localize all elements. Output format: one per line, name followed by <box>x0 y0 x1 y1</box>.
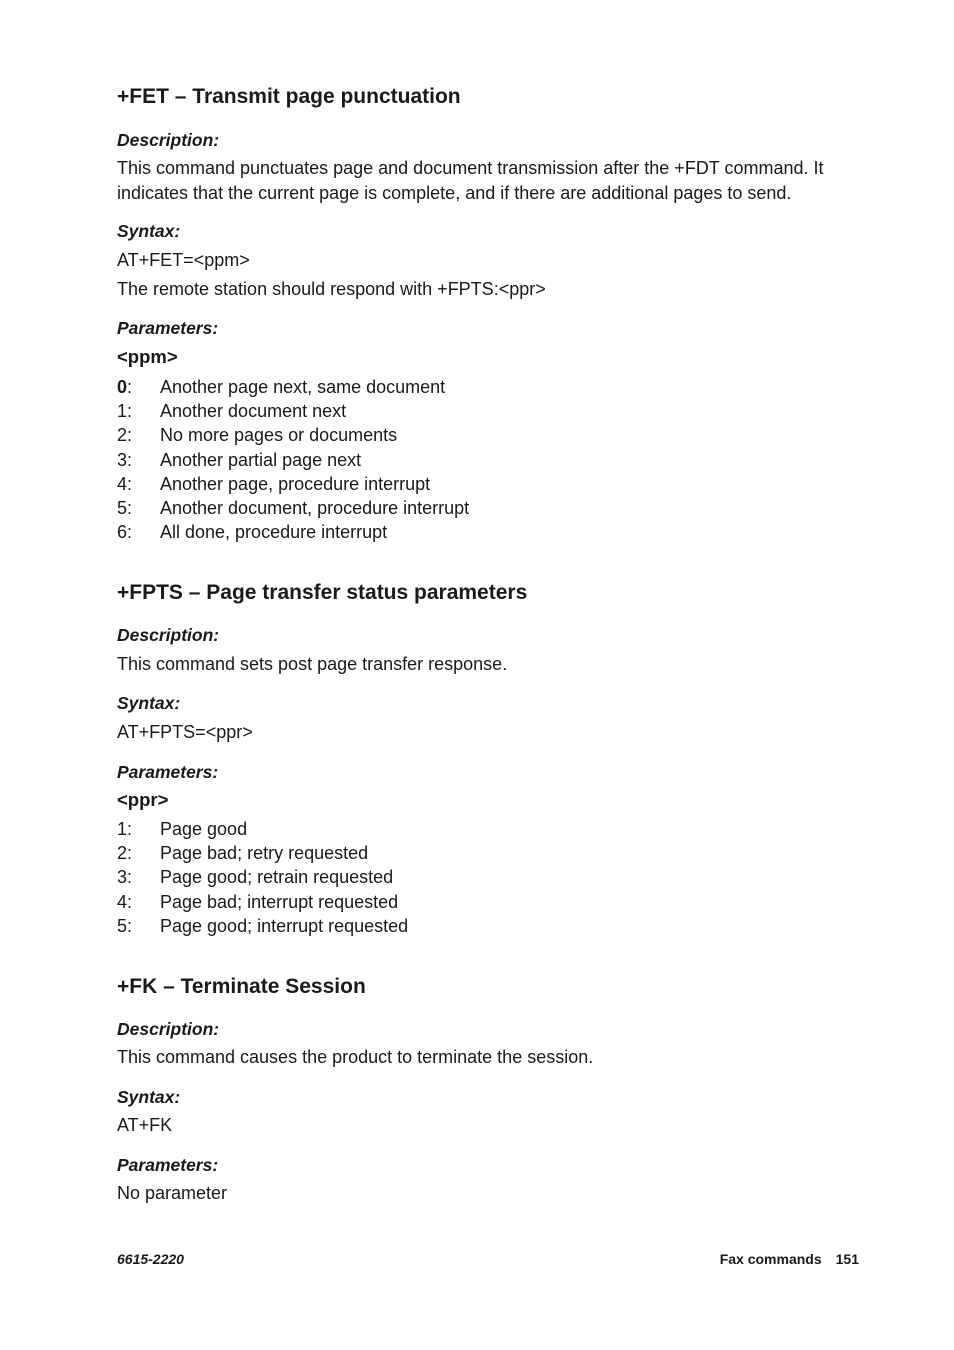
list-item: 2: No more pages or documents <box>117 425 398 446</box>
description-label: Description: <box>117 1019 220 1039</box>
value-key: 2 <box>117 843 128 864</box>
value-text: Another document next <box>160 401 347 422</box>
footer-chapter: Fax commands <box>719 1251 822 1267</box>
value-text: Page bad; interrupt requested <box>160 891 399 912</box>
syntax-label: Syntax: <box>117 221 181 241</box>
list-item: 3: Page good; retrain requested <box>117 867 394 888</box>
value-key: 4 <box>117 891 128 912</box>
footer-page-number: 151 <box>835 1251 859 1267</box>
value-text: Another page next, same document <box>160 377 446 397</box>
list-item: 1: Another document next <box>117 401 347 422</box>
list-item: 3: Another partial page next <box>117 449 362 470</box>
section-title-fk: +FK – Terminate Session <box>117 975 366 998</box>
syntax-command: AT+FET=<ppm> <box>117 250 250 270</box>
section-title-fpts: +FPTS – Page transfer status parameters <box>117 581 528 604</box>
list-item: 5: Page good; interrupt requested <box>117 915 409 936</box>
footer-page-info <box>720 1251 859 1267</box>
value-text: Another page, procedure interrupt <box>160 473 431 494</box>
list-item: 4: Another page, procedure interrupt <box>117 473 431 494</box>
description-label: Description: <box>117 130 220 150</box>
footer-doc-number: 6615-2220 <box>117 1251 184 1267</box>
value-text: Page good; retrain requested <box>160 867 394 888</box>
param-name-ppm: <ppm> <box>117 346 178 367</box>
value-key: 1 <box>117 401 128 422</box>
value-text: Page good <box>160 819 248 839</box>
value-key: 5 <box>117 497 128 518</box>
value-text: Another document, procedure interrupt <box>160 497 470 518</box>
parameters-label: Parameters: <box>117 318 219 338</box>
value-key: 4 <box>117 473 128 494</box>
parameters-text: No parameter <box>117 1183 228 1203</box>
list-item: 2: Page bad; retry requested <box>117 843 369 864</box>
value-text: All done, procedure interrupt <box>160 522 388 543</box>
parameters-label: Parameters: <box>117 1155 219 1175</box>
value-key: 1 <box>117 819 128 839</box>
value-key: 3 <box>117 449 128 470</box>
value-key: 3 <box>117 867 128 888</box>
syntax-note: The remote station should respond with +FPTS:<ppr> <box>117 279 546 299</box>
value-text: No more pages or documents <box>160 425 398 446</box>
ppm-value-list <box>117 375 469 544</box>
list-item: 5: Another document, procedure interrupt <box>117 497 470 518</box>
syntax-label: Syntax: <box>117 693 181 713</box>
syntax-command: AT+FPTS=<ppr> <box>117 722 253 742</box>
value-key: 2 <box>117 425 128 446</box>
syntax-label: Syntax: <box>117 1087 181 1107</box>
description-text: This command sets post page transfer response. <box>117 654 508 674</box>
description-text: This command causes the product to terminate the session. <box>117 1047 594 1067</box>
list-item: 4: Page bad; interrupt requested <box>117 891 399 912</box>
description-label: Description: <box>117 625 220 645</box>
parameters-label: Parameters: <box>117 762 219 782</box>
param-name-ppr: <ppr> <box>117 789 169 810</box>
value-text: Page bad; retry requested <box>160 843 369 864</box>
list-item: 0: Another page next, same document <box>117 377 446 397</box>
description-text: This command punctuates page and document transmission after the +FDT command. It indicates that the current page is complete, and if there are additional pages to send. <box>117 158 824 203</box>
value-text: Another partial page next <box>160 449 362 470</box>
section-title-fet: +FET – Transmit page punctuation <box>117 85 461 108</box>
value-text: Page good; interrupt requested <box>160 915 409 936</box>
syntax-command: AT+FK <box>117 1115 173 1135</box>
value-key: 0 <box>117 377 128 397</box>
list-item: 6: All done, procedure interrupt <box>117 522 388 543</box>
value-key: 6 <box>117 522 128 543</box>
value-key: 5 <box>117 915 128 936</box>
list-item: 1: Page good <box>117 819 248 839</box>
ppr-value-list <box>117 817 408 938</box>
